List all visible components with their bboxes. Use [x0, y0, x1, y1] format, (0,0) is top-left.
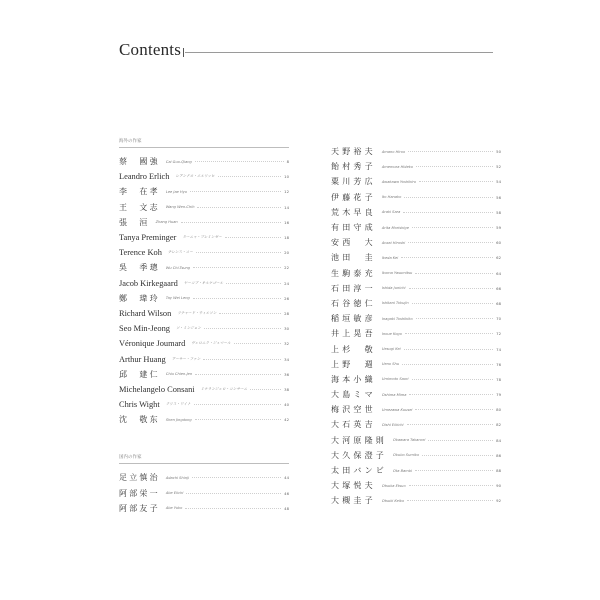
title-rule [185, 52, 493, 53]
entry-artist-reading: Adachi Shinji [165, 475, 189, 480]
entry-artist-reading: Umimoto Saori [381, 377, 409, 382]
entry-artist-reading: Okawara Takanori [393, 438, 426, 443]
entry-artist-reading: Oishi Eikichi [381, 422, 404, 427]
toc-entry[interactable] [119, 200, 289, 215]
entry-page-number: 14 [284, 204, 289, 210]
entry-dot-leader [204, 328, 281, 329]
entry-artist-reading: Ota Bambi [393, 468, 413, 473]
entry-artist-reading: Wu Chi-Tsung [165, 265, 191, 270]
entry-artist-reading: ターニャ・プレミンガー [182, 235, 222, 240]
entry-dot-leader [409, 485, 494, 486]
entry-page-number: 52 [496, 164, 501, 170]
entry-page-number: 70 [496, 316, 501, 322]
entry-dot-leader [195, 161, 284, 162]
entry-artist-name: 大槻圭子 [331, 496, 376, 506]
toc-entry[interactable] [119, 215, 289, 230]
toc-entry[interactable] [331, 372, 501, 387]
toc-entry[interactable] [331, 433, 501, 448]
toc-entry[interactable] [331, 296, 501, 311]
entry-page-number: 26 [284, 295, 289, 301]
entry-dot-leader [419, 181, 493, 182]
entry-dot-leader [416, 318, 493, 319]
entry-page-number: 22 [284, 265, 289, 271]
entry-artist-name: 天野裕夫 [331, 147, 376, 157]
entry-page-number: 92 [496, 498, 501, 504]
entry-page-number: 24 [284, 280, 289, 286]
entry-artist-name: 有田守成 [331, 223, 376, 233]
entry-artist-reading: ソ・ミンジョン [175, 326, 201, 331]
entry-artist-name: 大島ミマ [331, 390, 376, 400]
toc-entry[interactable] [119, 245, 289, 260]
entry-artist-reading: クリス・ワイト [165, 402, 191, 407]
entry-dot-leader [428, 440, 493, 441]
overseas-artist-list [119, 154, 289, 427]
toc-entry[interactable] [119, 470, 289, 485]
title-mark [183, 48, 184, 57]
entry-artist-name: Terence Koh [119, 248, 162, 258]
entry-artist-reading: ヤーコブ・キルケゴール [183, 280, 224, 285]
toc-entry[interactable] [331, 235, 501, 250]
entry-page-number: 90 [496, 483, 501, 489]
entry-artist-name: 蔡 國強 [119, 157, 160, 167]
entry-artist-reading: リチャード・ウィルソン [177, 310, 217, 315]
toc-entry[interactable] [119, 486, 289, 501]
toc-entry[interactable] [331, 159, 501, 174]
entry-artist-name: 石谷徳仁 [331, 298, 376, 308]
entry-artist-reading: ミケランジェロ・コンサーニ [200, 386, 248, 391]
entry-artist-reading: Lee Jae Hyo [165, 189, 188, 194]
entry-page-number: 48 [284, 505, 289, 511]
entry-artist-name: Jacob Kirkegaard [119, 278, 178, 288]
entry-artist-reading: Zhang Huan [155, 220, 178, 225]
entry-dot-leader [192, 477, 281, 478]
toc-entry[interactable] [331, 357, 501, 372]
entry-artist-name: 太田バンビ [331, 466, 387, 476]
toc-right-column [331, 138, 501, 509]
entry-page-number: 86 [496, 452, 501, 458]
entry-page-number: 44 [284, 475, 289, 481]
section-heading-overseas: 海外の作家 [119, 138, 289, 148]
entry-artist-reading: Shen Jingdong [165, 417, 192, 422]
toc-entry[interactable] [119, 367, 289, 382]
entry-page-number: 62 [496, 255, 501, 261]
entry-dot-leader [407, 500, 493, 501]
entry-artist-reading: アーサー・ファン [171, 356, 201, 361]
entry-artist-name: 上野 週 [331, 359, 376, 369]
entry-artist-reading: Uesugi Kei [381, 347, 401, 352]
entry-dot-leader [218, 176, 281, 177]
toc-entry[interactable] [119, 336, 289, 351]
entry-page-number: 10 [284, 174, 289, 180]
entry-page-number: 42 [284, 417, 289, 423]
entry-artist-name: 沈 敬东 [119, 415, 160, 425]
entry-page-number: 50 [496, 149, 501, 155]
entry-artist-name: 海本小織 [331, 374, 376, 384]
entry-dot-leader [196, 252, 281, 253]
entry-artist-reading: Awakawa Yoshihiro [381, 179, 417, 184]
domestic-artist-list [119, 470, 289, 516]
toc-entry[interactable] [331, 311, 501, 326]
entry-artist-reading: Ikeda Kei [381, 255, 399, 260]
entry-page-number: 78 [496, 376, 501, 382]
entry-page-number: 64 [496, 270, 501, 276]
entry-page-number: 76 [496, 361, 501, 367]
entry-page-number: 68 [496, 300, 501, 306]
entry-artist-name: Chris Wight [119, 400, 160, 410]
entry-page-number: 59 [496, 225, 501, 231]
domestic-artist-list-continued [331, 144, 501, 509]
entry-artist-reading: テレンス・コー [167, 250, 193, 255]
entry-dot-leader [415, 409, 493, 410]
toc-entry[interactable] [119, 382, 289, 397]
entry-dot-leader [193, 298, 281, 299]
entry-artist-name: 李 在孝 [119, 187, 160, 197]
entry-artist-reading: Ishitani Tokujin [381, 301, 409, 306]
toc-entry[interactable] [119, 260, 289, 275]
entry-dot-leader [403, 212, 493, 213]
entry-artist-reading: Umezawa Kuusei [381, 407, 413, 412]
entry-artist-name: Tanya Preminger [119, 233, 177, 243]
entry-dot-leader [250, 389, 281, 390]
toc-entry[interactable] [331, 448, 501, 463]
section-heading-domestic: 国内の作家 [119, 454, 289, 464]
entry-dot-leader [405, 333, 493, 334]
toc-entry[interactable] [119, 351, 289, 366]
entry-dot-leader [412, 227, 493, 228]
entry-dot-leader [409, 288, 494, 289]
toc-entry[interactable] [119, 397, 289, 412]
entry-artist-name: 王 文志 [119, 202, 160, 212]
entry-dot-leader [181, 222, 281, 223]
entry-artist-reading: Ikoma Yasumitsu [381, 271, 413, 276]
entry-page-number: 54 [496, 179, 501, 185]
entry-dot-leader [219, 313, 281, 314]
entry-page-number: 34 [284, 356, 289, 362]
entry-page-number: 56 [496, 194, 501, 200]
entry-dot-leader [415, 470, 493, 471]
page-title [119, 40, 184, 60]
entry-artist-reading: Cai Guo-Qiang [165, 159, 192, 164]
entry-artist-reading: レアンドロ・エルリッヒ [175, 174, 215, 179]
toc-entry[interactable] [119, 412, 289, 427]
entry-dot-leader [194, 404, 281, 405]
entry-artist-name: Arthur Huang [119, 354, 166, 364]
entry-artist-name: 生駒泰充 [331, 268, 376, 278]
toc-left-column [119, 138, 289, 516]
toc-entry[interactable] [331, 250, 501, 265]
entry-page-number: 16 [284, 219, 289, 225]
entry-dot-leader [185, 508, 281, 509]
entry-artist-reading: Arita Morishige [381, 225, 409, 230]
entry-page-number: 66 [496, 285, 501, 291]
toc-entry[interactable] [119, 169, 289, 184]
entry-page-number: 32 [284, 341, 289, 347]
entry-artist-reading: Inagaki Toshihiko [381, 316, 413, 321]
entry-page-number: 46 [284, 490, 289, 496]
entry-dot-leader [225, 237, 281, 238]
entry-page-number: 8 [286, 159, 289, 165]
entry-page-number: 28 [284, 310, 289, 316]
entry-artist-name: 阿部栄一 [119, 488, 160, 498]
entry-page-number: 58 [496, 209, 501, 215]
toc-entry[interactable] [331, 387, 501, 402]
entry-page-number: 36 [284, 371, 289, 377]
toc-entry[interactable] [119, 501, 289, 516]
entry-artist-name: 阿部友子 [119, 503, 160, 513]
entry-page-number: 60 [496, 240, 501, 246]
entry-artist-name: 邱 建仁 [119, 369, 160, 379]
entry-artist-name: 足立慎治 [119, 473, 160, 483]
entry-artist-name: 安西 大 [331, 238, 376, 248]
entry-artist-reading: Chiu Chien-Jen [165, 372, 193, 377]
entry-artist-name: 上杉 敬 [331, 344, 376, 354]
entry-artist-name: 大河原隆則 [331, 435, 387, 445]
entry-artist-name: 飴村秀子 [331, 162, 376, 172]
entry-dot-leader [197, 207, 281, 208]
entry-artist-reading: Ueno Shu [381, 362, 400, 367]
entry-dot-leader [422, 455, 493, 456]
entry-artist-reading: Inoue Kogo [381, 331, 402, 336]
entry-artist-reading: Ishida Junichi [381, 286, 406, 291]
entry-page-number: 20 [284, 250, 289, 256]
toc-entry[interactable] [331, 463, 501, 478]
toc-entry[interactable] [331, 402, 501, 417]
entry-dot-leader [190, 191, 281, 192]
entry-dot-leader [203, 359, 281, 360]
entry-page-number: 38 [284, 386, 289, 392]
toc-entry[interactable] [331, 341, 501, 356]
entry-dot-leader [234, 343, 282, 344]
entry-artist-reading: Wang Wen-Chih [165, 205, 195, 210]
entry-artist-reading: Ito Hanako [381, 195, 402, 200]
toc-entry[interactable] [331, 326, 501, 341]
entry-artist-reading: Otsuki Keiko [381, 498, 405, 503]
entry-dot-leader [195, 419, 281, 420]
toc-entry[interactable] [331, 205, 501, 220]
toc-entry[interactable] [119, 306, 289, 321]
entry-dot-leader [226, 283, 281, 284]
entry-page-number: 30 [284, 326, 289, 332]
entry-artist-name: 大久保澄子 [331, 450, 387, 460]
entry-artist-reading: Araki Sara [381, 210, 401, 215]
entry-artist-reading: Amano Hiroo [381, 149, 406, 154]
toc-entry[interactable] [331, 417, 501, 432]
toc-entry[interactable] [119, 276, 289, 291]
entry-dot-leader [412, 379, 494, 380]
entry-artist-name: 伊藤花子 [331, 192, 376, 202]
entry-dot-leader [404, 349, 493, 350]
entry-dot-leader [412, 303, 494, 304]
entry-artist-name: 鄭 瑋玲 [119, 293, 160, 303]
toc-entry[interactable] [331, 266, 501, 281]
entry-dot-leader [407, 424, 494, 425]
entry-dot-leader [195, 374, 281, 375]
entry-artist-name: 井上晃吾 [331, 329, 376, 339]
toc-entry[interactable] [119, 321, 289, 336]
entry-dot-leader [402, 364, 493, 365]
toc-entry[interactable] [119, 230, 289, 245]
toc-entry[interactable] [331, 174, 501, 189]
toc-entry[interactable] [119, 154, 289, 169]
toc-entry[interactable] [331, 493, 501, 508]
entry-artist-reading: Oshima Mima [381, 392, 407, 397]
entry-page-number: 74 [496, 346, 501, 352]
entry-artist-reading: Abe Yuko [165, 506, 183, 511]
entry-page-number: 72 [496, 331, 501, 337]
toc-entry[interactable] [331, 190, 501, 205]
toc-entry[interactable] [331, 220, 501, 235]
entry-artist-name: Véronique Joumard [119, 339, 186, 349]
entry-artist-name: 大塚悦夫 [331, 481, 376, 491]
entry-artist-name: 粟川芳広 [331, 177, 376, 187]
entry-page-number: 82 [496, 422, 501, 428]
entry-dot-leader [408, 151, 493, 152]
entry-artist-name: 荒木早良 [331, 207, 376, 217]
entry-artist-name: Michelangelo Consani [119, 384, 195, 394]
entry-artist-name: 梅沢空世 [331, 405, 376, 415]
entry-dot-leader [193, 267, 281, 268]
entry-dot-leader [186, 493, 281, 494]
entry-artist-name: 石田淳一 [331, 283, 376, 293]
entry-page-number: 40 [284, 402, 289, 408]
toc-entry[interactable] [119, 291, 289, 306]
entry-page-number: 18 [284, 235, 289, 241]
entry-artist-name: 大石英吉 [331, 420, 376, 430]
entry-page-number: 88 [496, 468, 501, 474]
entry-artist-name: 吳 季璁 [119, 263, 160, 273]
entry-artist-reading: ヴェロニク・ジュマール [191, 341, 231, 346]
entry-dot-leader [415, 273, 493, 274]
toc-entry[interactable] [119, 184, 289, 199]
entry-artist-name: 池田 圭 [331, 253, 376, 263]
entry-artist-reading: Okubo Sumiko [393, 453, 420, 458]
toc-entry[interactable] [331, 478, 501, 493]
entry-dot-leader [401, 257, 493, 258]
entry-page-number: 79 [496, 392, 501, 398]
toc-entry[interactable] [331, 144, 501, 159]
entry-artist-name: 張 洹 [119, 217, 150, 227]
entry-artist-reading: Tay Wei Leng [165, 296, 190, 301]
entry-artist-reading: Otsuka Etsuo [381, 483, 406, 488]
entry-artist-name: Seo Min-Jeong [119, 324, 170, 334]
entry-page-number: 80 [496, 407, 501, 413]
entry-artist-reading: Abe Eiichi [165, 491, 184, 496]
entry-dot-leader [404, 197, 493, 198]
page-title-text: Contents [119, 40, 182, 59]
entry-artist-name: Richard Wilson [119, 308, 172, 318]
entry-page-number: 84 [496, 437, 501, 443]
entry-artist-reading: Amemura Hideko [381, 164, 414, 169]
entry-artist-reading: Anzai Hiroshi [381, 240, 406, 245]
entry-dot-leader [416, 166, 493, 167]
entry-dot-leader [408, 242, 493, 243]
toc-entry[interactable] [331, 281, 501, 296]
entry-artist-name: 稲垣敏彦 [331, 314, 376, 324]
entry-page-number: 12 [284, 189, 289, 195]
entry-dot-leader [409, 394, 493, 395]
entry-artist-name: Leandro Erlich [119, 172, 170, 182]
